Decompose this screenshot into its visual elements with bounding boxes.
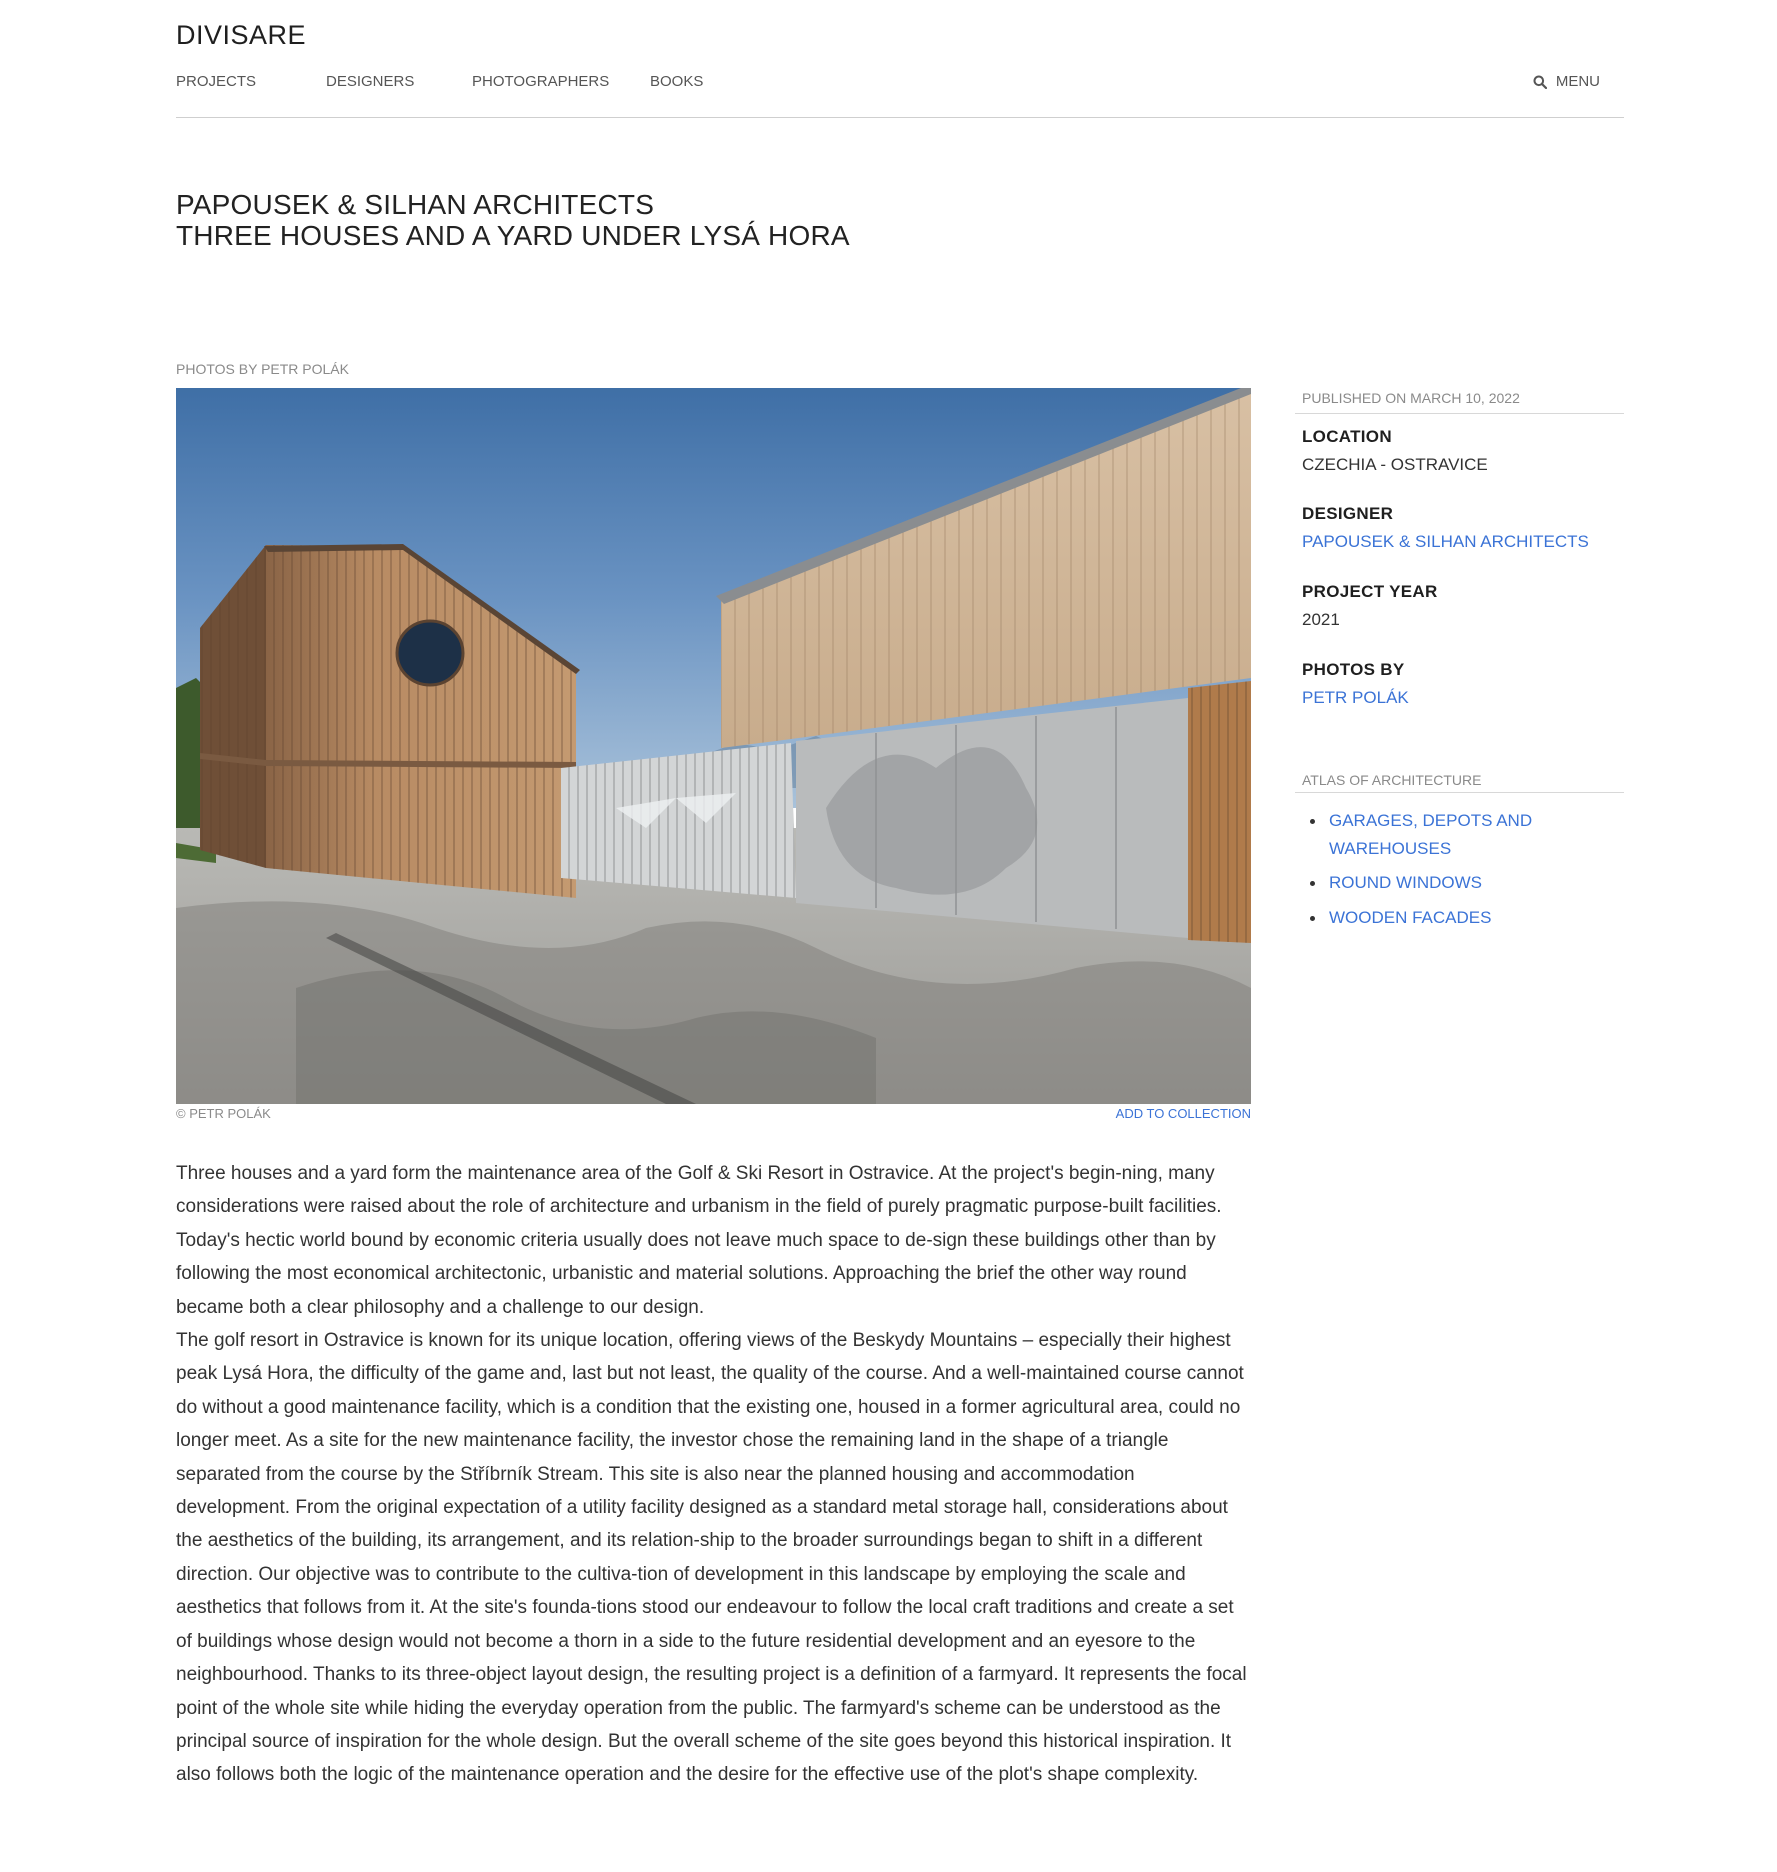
menu-button[interactable] bbox=[1533, 73, 1600, 90]
location-label: LOCATION bbox=[1302, 427, 1392, 446]
main-nav bbox=[176, 73, 730, 90]
atlas-list bbox=[1295, 807, 1624, 931]
photographer-block bbox=[1295, 660, 1409, 708]
location-value: CZECHIA - OSTRAVICE bbox=[1302, 455, 1488, 474]
designer-title: PAPOUSEK & SILHAN ARCHITECTS bbox=[176, 189, 655, 220]
atlas-heading: ATLAS OF ARCHITECTURE bbox=[1295, 772, 1624, 793]
atlas-item-label-cont: WAREHOUSES bbox=[1329, 838, 1452, 858]
designer-block bbox=[1295, 504, 1589, 552]
year-label: PROJECT YEAR bbox=[1302, 582, 1438, 601]
atlas-item-label: GARAGES, DEPOTS AND bbox=[1329, 811, 1533, 830]
atlas-item-wooden-facades[interactable] bbox=[1295, 904, 1624, 932]
photographer-link[interactable]: PETR POLÁK bbox=[1302, 688, 1409, 707]
bullet bbox=[1310, 819, 1315, 824]
project-photo[interactable] bbox=[176, 388, 1251, 1104]
header-divider bbox=[176, 117, 1624, 118]
year-block bbox=[1295, 582, 1438, 630]
photos-by-line: PHOTOS BY PETR POLÁK bbox=[176, 361, 349, 377]
atlas-item-label: WOODEN FACADES bbox=[1329, 907, 1492, 927]
project-sidebar bbox=[1295, 390, 1624, 927]
atlas-item-label: ROUND WINDOWS bbox=[1329, 873, 1482, 892]
article-body bbox=[176, 1157, 1251, 1792]
atlas-item-garages[interactable] bbox=[1295, 807, 1624, 862]
nav-projects[interactable]: PROJECTS bbox=[176, 73, 257, 90]
designer-link[interactable]: PAPOUSEK & SILHAN ARCHITECTS bbox=[1302, 532, 1589, 551]
article-paragraph-1: Three houses and a yard form the maintenance area of the Golf & Ski Resort in Ostravice. At the project's begin-ning, many considerations were raised about the role of architecture and urbanism in the field of purely pragmatic purpose-built facilities. Today's hectic world bound by economic criteria usually does not leave much space to de-sign these buildings other than by following the most economical architectonic, urbanistic and material solutions. Approaching the brief the other way round became both a clear philosophy and a challenge to our design. bbox=[176, 1163, 1222, 1318]
bullet bbox=[1310, 881, 1315, 886]
photo-credit: © PETR POLÁK bbox=[176, 1106, 271, 1121]
add-to-collection-link[interactable]: ADD TO COLLECTION bbox=[1115, 1106, 1251, 1121]
published-date: PUBLISHED ON MARCH 10, 2022 bbox=[1295, 390, 1624, 414]
menu-label: MENU bbox=[1555, 73, 1600, 90]
article-paragraph-2: The golf resort in Ostravice is known for its unique location, offering views of the Beskydy Mountains – especially their highest peak Lysá Hora, the difficulty of the game and, last but not least, the quality of the course. And a well-maintained course cannot do without a good maintenance facility, which is a condition that the existing one, housed in a former agricultural area, could no longer meet. As a site for the new maintenance facility, the investor chose the remaining land in the shape of a triangle separated from the course by the Stříbrník Stream. This site is also near the planned housing and accommodation development. From the original expectation of a utility facility designed as a standard metal storage hall, considerations about the aesthetics of the building, its arrangement, and its relation-ship to the broader surroundings began to shift in a different direction. Our objective was to contribute to the cultiva-tion of development in this landscape by employing the scale and aesthetics that follows from it. At the site's founda-tions stood our endeavour to follow the local craft traditions and create a set of buildings whose design would not become a thorn in a side to the future residential development and an eyesore to the neighbourhood. Thanks to its three-object layout design, the resulting project is a definition of a farmyard. It represents the focal point of the whole site while hiding the everyday operation from the public. The farmyard's scheme can be understood as the principal source of inspiration for the whole design. But the overall scheme of the site goes beyond this historical inspiration. It also follows both the logic of the maintenance operation and the desire for the effective use of the plot's shape complexity. bbox=[176, 1330, 1247, 1786]
search-icon bbox=[1533, 75, 1547, 89]
project-title: THREE HOUSES AND A YARD UNDER LYSÁ HORA bbox=[176, 220, 850, 251]
nav-designers[interactable]: DESIGNERS bbox=[326, 73, 415, 90]
photos-label: PHOTOS BY bbox=[1302, 660, 1405, 679]
site-logo[interactable]: DIVISARE bbox=[176, 20, 307, 50]
year-value: 2021 bbox=[1302, 610, 1340, 629]
nav-photographers[interactable]: PHOTOGRAPHERS bbox=[472, 73, 610, 90]
designer-label: DESIGNER bbox=[1302, 504, 1394, 523]
atlas-item-round-windows[interactable] bbox=[1295, 869, 1624, 897]
location-block bbox=[1295, 427, 1488, 475]
page-title bbox=[176, 189, 850, 251]
bullet bbox=[1310, 916, 1315, 921]
nav-books[interactable]: BOOKS bbox=[650, 73, 704, 90]
